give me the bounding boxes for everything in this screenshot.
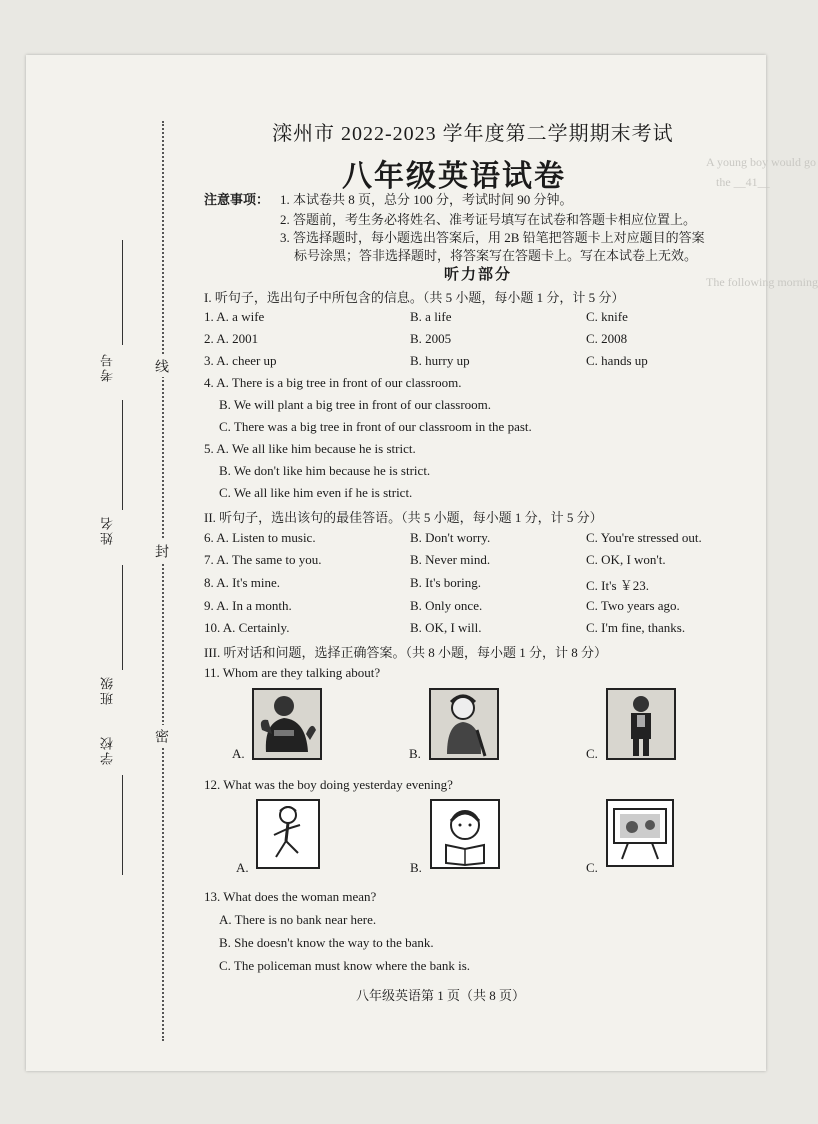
note-item: 3. 答选择题时，每小题选出答案后，用 2B 铅笔把答题卡上对应题目的答案 [280,230,705,245]
note-item: 2. 答题前，考生务必将姓名、准考证号填写在试卷和答题卡相应位置上。 [280,212,697,227]
q11-picture-b[interactable] [429,688,499,760]
old-man-icon [431,690,497,758]
note-item: 1. 本试卷共 8 页，总分 100 分，考试时间 90 分钟。 [280,192,573,207]
young-man-icon [608,690,674,758]
note-item: 标号涂黑；答非选择题时，将答案写在答题卡上。写在本试卷上无效。 [294,248,698,263]
q10-option-a[interactable]: 10. A. Certainly. [204,620,290,635]
reading-boy-icon [432,801,498,867]
q4-option-c[interactable]: C. There was a big tree in front of our classroom in the past. [219,419,532,434]
q11-picture-c[interactable] [606,688,676,760]
q7-option-c[interactable]: C. OK, I won't. [586,552,666,567]
q3-option-c[interactable]: C. hands up [586,353,648,368]
class-line[interactable] [122,565,123,670]
q9-option-a[interactable]: 9. A. In a month. [204,598,292,613]
running-boy-icon [258,801,318,867]
q6-option-c[interactable]: C. You're stressed out. [586,530,702,545]
q6-option-a[interactable]: 6. A. Listen to music. [204,530,316,545]
watching-tv-icon [608,801,672,865]
exam-page [26,55,818,1071]
exam-title: 滦州市 2022-2023 学年度第二学期期末考试 [272,123,674,145]
q8-option-b[interactable]: B. It's boring. [410,575,481,590]
q13-question: 13. What does the woman mean? [204,889,377,904]
label-name: 姓名 [100,515,115,545]
q5-option-b[interactable]: B. We don't like him because he is strict. [219,463,431,478]
section-3-heading: III. 听对话和问题，选择正确答案。（共 8 小题，每小题 1 分，计 8 分） [204,645,607,660]
q11-label-a[interactable]: A. [232,746,245,761]
binding-char-feng: 封 [150,540,170,562]
strong-man-icon [254,690,320,758]
q4-option-a[interactable]: 4. A. There is a big tree in front of our classroom. [204,375,462,390]
page-footer: 八年级英语第 1 页（共 8 页） [356,988,526,1003]
q1-option-b[interactable]: B. a life [410,309,452,324]
q13-option-c[interactable]: C. The policeman must know where the bank is. [219,958,471,973]
q9-option-b[interactable]: B. Only once. [410,598,483,613]
q11-label-c[interactable]: C. [586,746,598,761]
q1-option-a[interactable]: 1. A. a wife [204,309,265,324]
exam-subtitle: 八年级英语试卷 [342,160,566,193]
show-through-text: The following morning [706,275,818,289]
q12-picture-c[interactable] [606,799,674,867]
q1-option-c[interactable]: C. knife [586,309,628,324]
q11-picture-a[interactable] [252,688,322,760]
q2-option-b[interactable]: B. 2005 [410,331,452,346]
school-line[interactable] [122,775,123,875]
q12-question: 12. What was the boy doing yesterday evening? [204,777,453,792]
q5-option-c[interactable]: C. We all like him even if he is strict. [219,485,413,500]
q3-option-a[interactable]: 3. A. cheer up [204,353,277,368]
show-through-text: A young boy would go [706,155,817,169]
binding-char-mi: 密 [150,725,170,747]
q7-option-a[interactable]: 7. A. The same to you. [204,552,322,567]
q8-option-a[interactable]: 8. A. It's mine. [204,575,281,590]
q10-option-c[interactable]: C. I'm fine, thanks. [586,620,686,635]
q13-option-a[interactable]: A. There is no bank near here. [219,912,377,927]
q2-option-a[interactable]: 2. A. 2001 [204,331,259,346]
section-2-heading: II. 听句子，选出该句的最佳答语。（共 5 小题，每小题 1 分，计 5 分） [204,510,603,525]
label-exam-number: 考号 [100,352,115,382]
part-title: 听力部分 [444,267,513,283]
q12-picture-a[interactable] [256,799,320,869]
q12-picture-b[interactable] [430,799,500,869]
q5-option-a[interactable]: 5. A. We all like him because he is strict. [204,441,416,456]
show-through-text: the __41__ [716,175,770,189]
q10-option-b[interactable]: B. OK, I will. [410,620,482,635]
q12-label-c[interactable]: C. [586,860,598,875]
q3-option-b[interactable]: B. hurry up [410,353,470,368]
q12-label-b[interactable]: B. [410,860,422,875]
section-1-heading: I. 听句子，选出句子中所包含的信息。（共 5 小题，每小题 1 分，计 5 分） [204,290,625,305]
q2-option-c[interactable]: C. 2008 [586,331,628,346]
binding-dotted-line [162,121,164,1041]
q13-option-b[interactable]: B. She doesn't know the way to the bank. [219,935,434,950]
q7-option-b[interactable]: B. Never mind. [410,552,491,567]
exam-number-line[interactable] [122,240,123,345]
binding-char-xian: 线 [150,355,170,377]
label-class: 班级 [100,675,115,705]
q4-option-b[interactable]: B. We will plant a big tree in front of our classroom. [219,397,492,412]
q11-label-b[interactable]: B. [409,746,421,761]
q8-option-c[interactable]: C. It's ￥23. [586,578,650,593]
q9-option-c[interactable]: C. Two years ago. [586,598,680,613]
label-school: 学校 [100,735,115,765]
q11-question: 11. Whom are they talking about? [204,665,381,680]
q6-option-b[interactable]: B. Don't worry. [410,530,491,545]
notes-label: 注意事项： [204,192,270,207]
name-line[interactable] [122,400,123,510]
q12-label-a[interactable]: A. [236,860,249,875]
